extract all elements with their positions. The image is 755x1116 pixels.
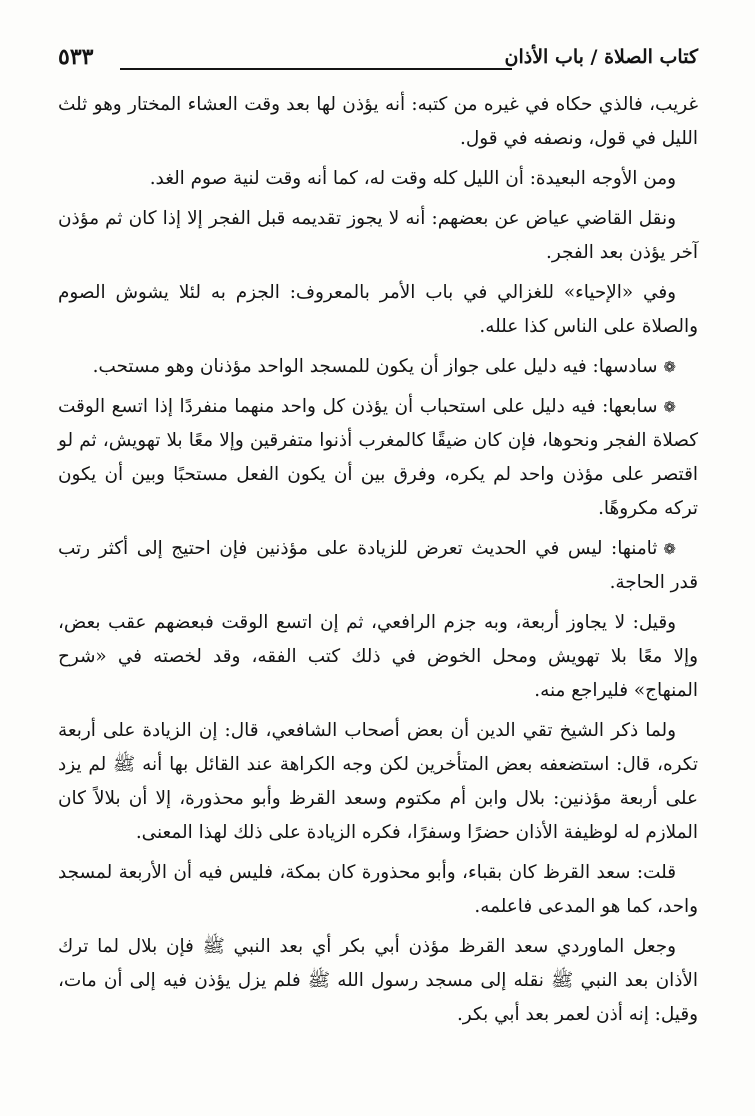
paragraph: [58, 606, 698, 708]
paragraph: [58, 202, 698, 270]
page-number: ٥٣٣: [58, 44, 94, 70]
paragraph-text: ثامنها: ليس في الحديث تعرض للزيادة على مؤذنين فإن احتيج إلى أكثر رتب قدر الحاجة.: [58, 538, 698, 593]
running-header: [58, 44, 698, 84]
bullet-ornament-icon: ❁: [663, 398, 676, 416]
bullet-ornament-icon: ❁: [663, 540, 676, 558]
paragraph: [58, 88, 698, 156]
paragraph-text: وقيل: لا يجاوز أربعة، وبه جزم الرافعي، ثم إن اتسع الوقت فبعضهم عقب بعض، وإلا معًا بلا تهويش ومحل الخوض في ذلك كتب الفقه، وقد لخصته في «شرح المنهاج» فليراجع منه.: [58, 612, 698, 701]
paragraph-text: ونقل القاضي عياض عن بعضهم: أنه لا يجوز تقديمه قبل الفجر إلا إذا كان ثم مؤذن آخر يؤذن بعد الفجر.: [58, 208, 698, 263]
paragraph-text: ومن الأوجه البعيدة: أن الليل كله وقت له، كما أنه وقت لنية صوم الغد.: [149, 168, 676, 189]
header-rule: [120, 68, 512, 70]
running-title: كتاب الصلاة / باب الأذان: [504, 46, 698, 68]
body-text: [58, 88, 698, 1038]
paragraph: [58, 532, 698, 600]
paragraph: [58, 276, 698, 344]
paragraph-text: غريب، فالذي حكاه في غيره من كتبه: أنه يؤذن لها بعد وقت العشاء المختار وهو ثلث الليل في قول، ونصفه في قول.: [58, 94, 698, 149]
paragraph: [58, 350, 698, 384]
paragraph: [58, 856, 698, 924]
paragraph-text: وجعل الماوردي سعد القرظ مؤذن أبي بكر أي بعد النبي ﷺ فإن بلال لما ترك الأذان بعد النبي ﷺ نقله إلى مسجد رسول الله ﷺ فلم يزل يؤذن فيه إلى أن مات، وقيل: إنه أذن لعمر بعد أبي بكر.: [58, 936, 698, 1025]
paragraph-text: ولما ذكر الشيخ تقي الدين أن بعض أصحاب الشافعي، قال: إن الزيادة على أربعة تكره، قال: استضعفه بعض المتأخرين لكن وجه الكراهة عند القائل بها أنه ﷺ لم يزد على أربعة مؤذنين: بلال وابن أم مكتوم وسعد القرظ وأبو محذورة، إلا أن بلالاً كان الملازم له لوظيفة الأذان حضرًا وسفرًا، فكره الزيادة على ذلك لهذا المعنى.: [58, 720, 698, 843]
paragraph: [58, 930, 698, 1032]
paragraph-text: سابعها: فيه دليل على استحباب أن يؤذن كل واحد منهما منفردًا إذا اتسع الوقت كصلاة الفجر ونحوها، فإن كان ضيقًا كالمغرب أذنوا متفرقين وإلا معًا بلا تهويش، ثم لو اقتصر على مؤذن واحد لم يكره، وفرق بين أن يكون الفعل مستحبًا وبين أن يكون تركه مكروهًا.: [58, 396, 698, 519]
paragraph: [58, 714, 698, 850]
paragraph-text: سادسها: فيه دليل على جواز أن يكون للمسجد الواحد مؤذنان وهو مستحب.: [92, 356, 658, 377]
paragraph: [58, 162, 698, 196]
paragraph-text: وفي «الإحياء» للغزالي في باب الأمر بالمعروف: الجزم به لئلا يشوش الصوم والصلاة على الناس كذا علله.: [58, 282, 698, 337]
paragraph: [58, 390, 698, 526]
paragraph-text: قلت: سعد القرظ كان بقباء، وأبو محذورة كان بمكة، فليس فيه أن الأربعة لمسجد واحد، كما هو المدعى فاعلمه.: [58, 862, 698, 917]
bullet-ornament-icon: ❁: [663, 358, 676, 376]
